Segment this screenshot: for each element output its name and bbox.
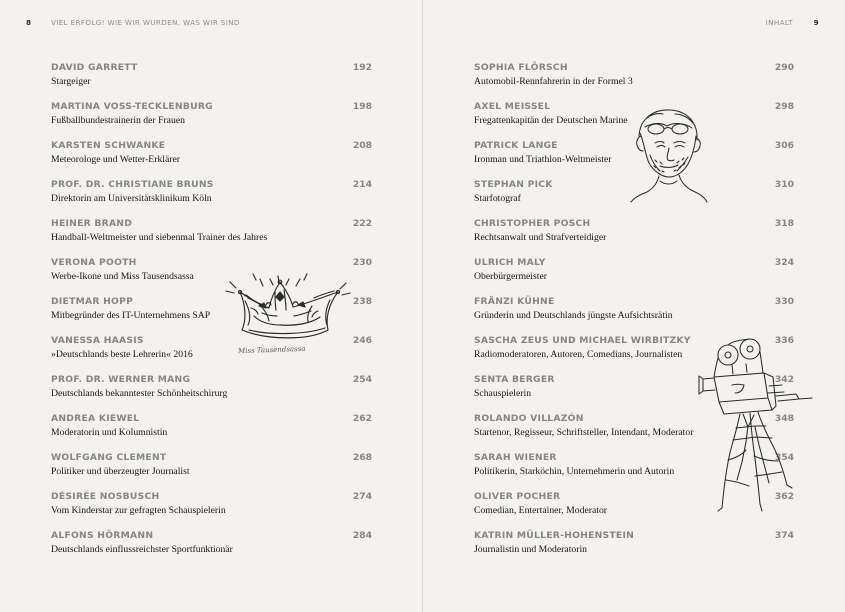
toc-entry [51,452,372,484]
entry-description: Handball-Weltmeister und siebenmal Trainer des Jahres [51,232,268,243]
toc-entry [51,530,372,562]
entry-name: VANESSA HAASIS [51,335,144,346]
entry-name: ALFONS HÖRMANN [51,530,154,541]
toc-entry [51,374,372,406]
entry-description: Oberbürgermeister [474,271,547,282]
toc-entry [51,140,372,172]
entry-name: PROF. DR. WERNER MANG [51,374,191,385]
entry-name: PATRICK LANGE [474,140,558,151]
entry-page-number: 274 [352,491,372,502]
entry-page-number: 238 [352,296,372,307]
entry-name: DÉSIRÉE NOSBUSCH [51,491,160,502]
entry-description: Radiomoderatoren, Autoren, Comedians, Journalisten [474,349,683,360]
entry-page-number: 198 [352,101,372,112]
entry-name: SOPHIA FLÖRSCH [474,62,568,73]
entry-description: Stargeiger [51,76,91,87]
toc-entry [474,257,794,289]
entry-name: HEINER BRAND [51,218,133,229]
entry-name: MARTINA VOSS-TECKLENBURG [51,101,213,112]
left-page [0,0,422,612]
entry-page-number: 192 [352,62,372,73]
entry-name: SENTA BERGER [474,374,555,385]
toc-entry [51,413,372,445]
entry-page-number: 306 [774,140,794,151]
entry-page-number: 362 [774,491,794,502]
left-page-number: 8 [26,18,32,27]
entry-name: SASCHA ZEUS UND MICHAEL WIRBITZKY [474,335,691,346]
entry-page-number: 348 [774,413,794,424]
entry-description: Journalistin und Moderatorin [474,544,588,555]
entry-description: Fußballbundestrainerin der Frauen [51,115,185,126]
entry-description: Moderatorin und Kolumnistin [51,427,168,438]
toc-entry [474,530,794,562]
entry-description: Rechtsanwalt und Strafverteidiger [474,232,607,243]
toc-entry [51,491,372,523]
entry-page-number: 342 [774,374,794,385]
entry-page-number: 324 [774,257,794,268]
entry-description: »Deutschlands beste Lehrerin« 2016 [51,349,193,360]
crown-caption: Miss Tausendsassa [237,344,306,356]
entry-description: Schauspielerin [474,388,532,399]
entry-name: CHRISTOPHER POSCH [474,218,591,229]
toc-entry [51,218,372,250]
entry-page-number: 290 [774,62,794,73]
entry-page-number: 208 [352,140,372,151]
toc-entry [51,62,372,94]
entry-page-number: 354 [774,452,794,463]
entry-page-number: 214 [352,179,372,190]
entry-page-number: 330 [774,296,794,307]
entry-page-number: 374 [774,530,794,541]
entry-description: Direktorin am Universitätsklinikum Köln [51,193,212,204]
toc-entry [474,218,794,250]
entry-name: ULRICH MALY [474,257,546,268]
entry-page-number: 284 [352,530,372,541]
entry-name: ROLANDO VILLAZÓN [474,413,584,424]
entry-page-number: 298 [774,101,794,112]
entry-page-number: 254 [352,374,372,385]
entry-description: Startenor, Regisseur, Schriftsteller, Intendant, Moderator [474,427,694,438]
entry-description: Comedian, Entertainer, Moderator [474,505,608,516]
entry-description: Deutschlands bekanntester Schönheitschirurg [51,388,228,399]
right-page [423,0,845,612]
entry-name: STEPHAN PICK [474,179,553,190]
entry-description: Vom Kinderstar zur gefragten Schauspielerin [51,505,226,516]
toc-entry [51,179,372,211]
entry-description: Deutschlands einflussreichster Sportfunktionär [51,544,233,555]
entry-name: PROF. DR. CHRISTIANE BRUNS [51,179,214,190]
entry-description: Automobil-Rennfahrerin in der Formel 3 [474,76,633,87]
toc-entry [474,62,794,94]
entry-description: Mitbegründer des IT-Unternehmens SAP [51,310,211,321]
entry-description: Fregattenkapitän der Deutschen Marine [474,115,628,126]
entry-page-number: 310 [774,179,794,190]
entry-name: DAVID GARRETT [51,62,138,73]
right-page-number: 9 [813,18,819,27]
entry-page-number: 230 [352,257,372,268]
entry-name: AXEL MEISSEL [474,101,551,112]
entry-name: VERONA POOTH [51,257,137,268]
entry-description: Meteorologe und Wetter-Erklärer [51,154,181,165]
entry-name: WOLFGANG CLEMENT [51,452,167,463]
film-camera-sketch-icon [698,335,814,511]
entry-name: KATRIN MÜLLER-HOHENSTEIN [474,530,635,541]
entry-page-number: 318 [774,218,794,229]
entry-description: Werbe-Ikone und Miss Tausendsassa [51,271,194,282]
entry-description: Gründerin und Deutschlands jüngste Aufsichtsrätin [474,310,673,321]
entry-page-number: 268 [352,452,372,463]
left-running-title: VIEL ERFOLG! WIE WIR WURDEN, WAS WIR SIND [51,18,240,27]
entry-description: Politiker und überzeugter Journalist [51,466,190,477]
entry-name: ANDREA KIEWEL [51,413,140,424]
entry-name: SARAH WIENER [474,452,557,463]
entry-page-number: 262 [352,413,372,424]
entry-name: DIETMAR HOPP [51,296,134,307]
entry-page-number: 246 [352,335,372,346]
entry-name: KARSTEN SCHWANKE [51,140,166,151]
entry-name: FRÄNZI KÜHNE [474,296,555,307]
entry-description: Ironman und Triathlon-Weltmeister [474,154,612,165]
entry-name: OLIVER POCHER [474,491,561,502]
toc-entry [474,296,794,328]
entry-page-number: 222 [352,218,372,229]
swimmer-portrait-sketch-icon [627,105,709,206]
toc-entry [51,101,372,133]
entry-description: Starfotograf [474,193,521,204]
crown-sketch-icon [214,268,352,354]
entry-description: Politikerin, Starköchin, Unternehmerin und Autorin [474,466,675,477]
right-running-title: INHALT [765,18,793,27]
entry-page-number: 336 [774,335,794,346]
